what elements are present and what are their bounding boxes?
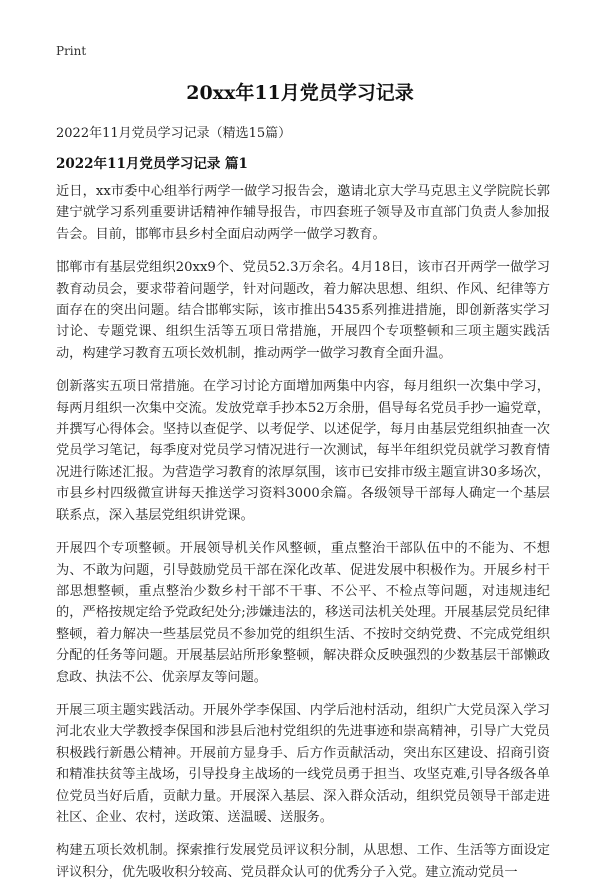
document-body bbox=[56, 181, 550, 895]
paragraph-daily-measures: 创新落实五项日常措施。在学习讨论方面增加两集中内容，每月组织一次集中学习，每两月组织一次集中交流。发放党章手抄本52万余册，倡导每名党员手抄一遍党章，并撰写心得体会。坚持以查促学、以考促学、以述促学，每月由基层党组织抽查一次党员学习笔记，每季度对党员学习情况进行一次测试，每半年组织党员就学习教育情况进行陈述汇报。为营造学习教育的浓厚氛围，该市已安排市级主题宣讲30多场次，市县乡村四级微宣讲每天推送学习资料3000余篇。各级领导干部每人确定一个基层联系点，深入基层党组织讲党课。 bbox=[56, 379, 550, 523]
paragraph-long-term-mechanisms: 构建五项长效机制。探索推行发展党员评议积分制，从思想、工作、生活等方面设定评议积分，优先吸收积分较高、党员群众认可的优秀分子入党。建立流动党员一 bbox=[56, 843, 550, 880]
print-label: Print bbox=[56, 44, 87, 58]
paragraph-practice-activities: 开展三项主题实践活动。开展外学李保国、内学后池村活动，组织广大党员深入学习河北农业大学教授李保国和涉县后池村党组织的先进事迹和崇高精神，引导广大党员积极践行新愚公精神。开展前方显身手、后方作贡献活动，突出东区建设、招商引资和精准扶贫等主战场，引导投身主战场的一线党员勇于担当、攻坚克难,引导各级各单位党员当好后盾，贡献力量。开展深入基层、深入群众活动，组织党员领导干部走进社区、企业、农村，送政策、送温暖、送服务。 bbox=[56, 702, 550, 825]
document-subtitle: 2022年11月党员学习记录（精选15篇） bbox=[56, 126, 292, 141]
section-heading: 2022年11月党员学习记录 篇1 bbox=[56, 156, 248, 172]
paragraph-overview: 邯郸市有基层党组织20xx9个、党员52.3万余名。4月18日，该市召开两学一做学习教育动员会，要求带着问题学，针对问题改，着力解决思想、组织、作风、纪律等方面存在的突出问题。结合邯郸实际，该市推出5435系列推进措施，即创新落实学习讨论、专题党课、组织生活等五项日常措施，开展四个专项整顿和三项主题实践活动，构建学习教育五项长效机制，推动两学一做学习教育全面升温。 bbox=[56, 260, 550, 361]
document-title: 20xx年11月党员学习记录 bbox=[186, 82, 414, 104]
paragraph-intro: 近日，xx市委中心组举行两学一做学习报告会，邀请北京大学马克思主义学院院长郭建宁就学习系列重要讲话精神作辅导报告，市四套班子领导及市直部门负责人参加报告会。目前，邯郸市县乡村全面启动两学一做学习教育。 bbox=[56, 184, 550, 242]
paragraph-special-rectification: 开展四个专项整顿。开展领导机关作风整顿，重点整治干部队伍中的不能为、不想为、不敢为问题，引导鼓励党员干部在深化改革、促进发展中积极作为。开展乡村干部思想整顿，重点整治少数乡村干部不干事、不公平、不检点等问题，对违规违纪的，严格按规定给予党政纪处分;涉嫌违法的，移送司法机关处理。开展基层党员纪律整顿，着力解决一些基层党员不参加党的组织生活、不按时交纳党费、不完成党组织分配的任务等问题。开展基层站所形象整顿，解决群众反映强烈的少数基层干部懒政怠政、执法不公、优亲厚友等问题。 bbox=[56, 541, 550, 685]
